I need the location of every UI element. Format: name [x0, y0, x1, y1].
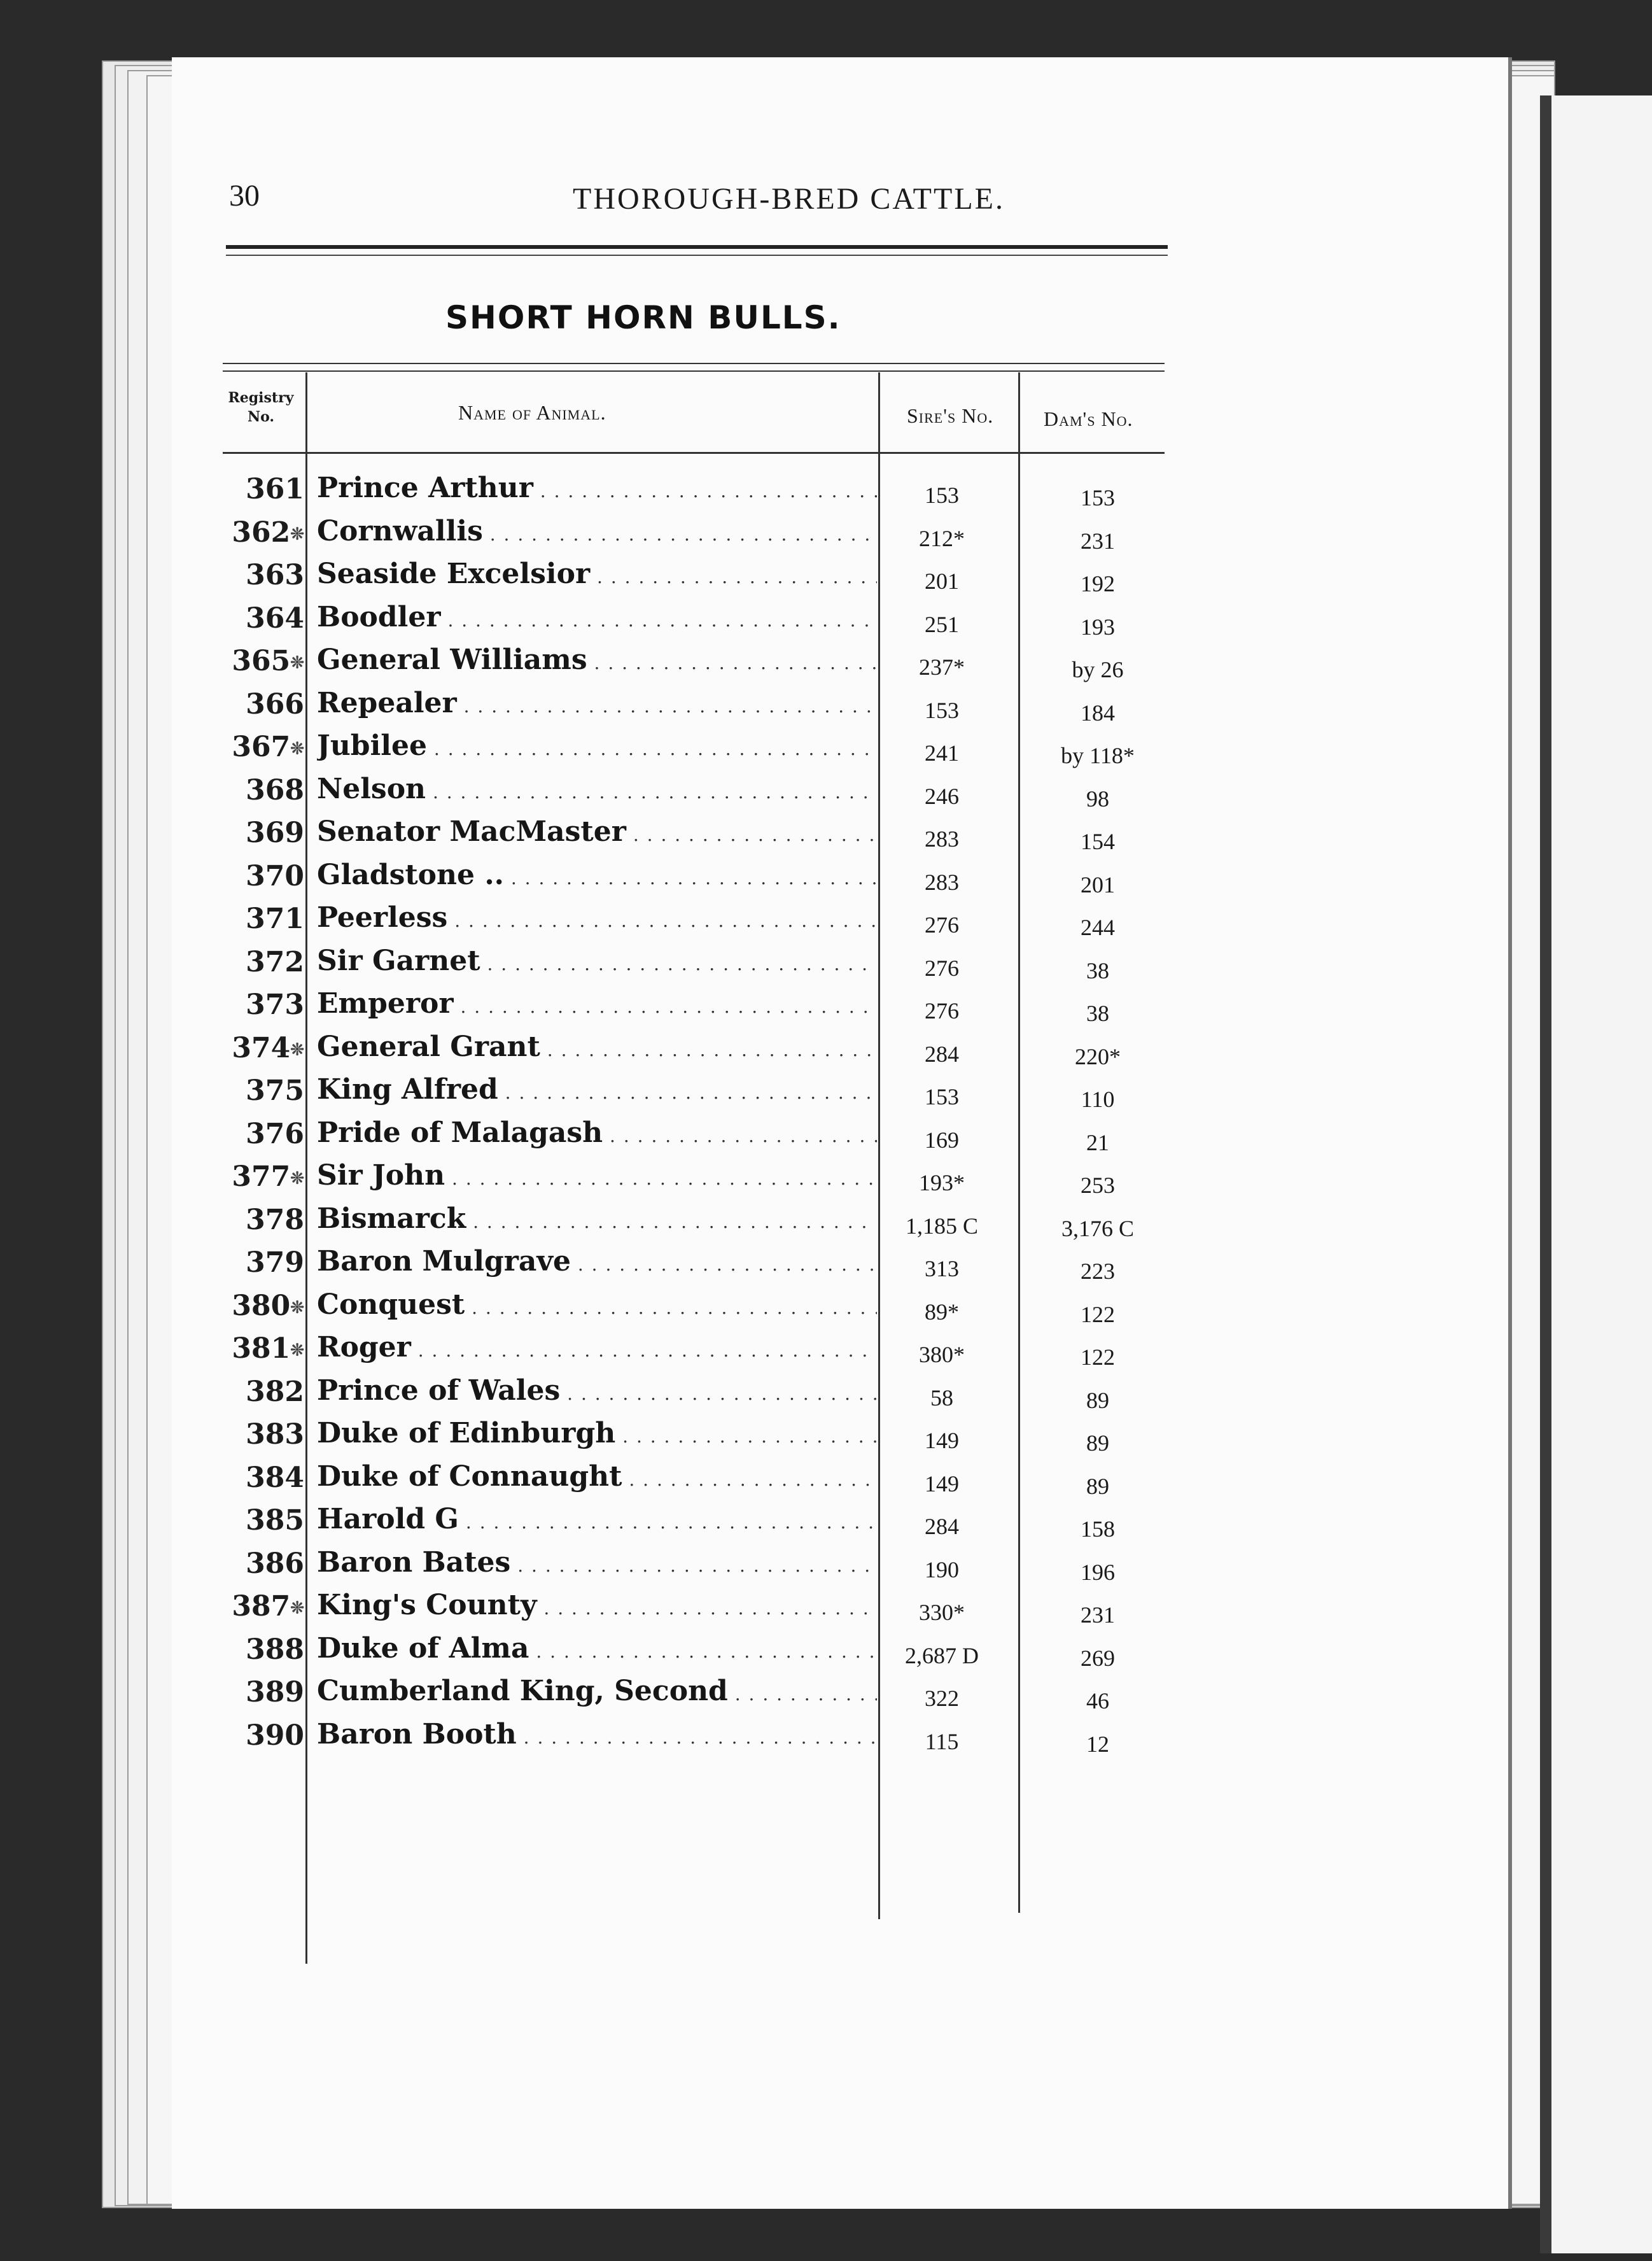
table-row: [229, 511, 1184, 554]
table-row: [229, 1413, 1184, 1456]
animal-name: Cornwallis . . .: [317, 515, 877, 547]
sire-number: 284: [925, 1041, 959, 1067]
registry-number: [229, 1376, 304, 1408]
animal-name: Repealer . . .: [317, 687, 877, 719]
animal-name: Nelson . . .: [317, 773, 877, 805]
sire-number: 2,687 D: [905, 1642, 979, 1668]
registry-number: [229, 1118, 304, 1150]
dam-number: 89: [1086, 1473, 1109, 1499]
sire-number: 283: [925, 869, 959, 895]
table-row: [229, 769, 1184, 812]
table-row: [229, 1456, 1184, 1500]
registry-number: [229, 989, 304, 1021]
dam-number: 269: [1081, 1645, 1115, 1671]
header-rule-thin: [226, 255, 1168, 256]
registry-number-value: 382: [246, 1375, 304, 1408]
animal-name: Peerless . . .: [317, 901, 877, 934]
registry-number-value: 368: [246, 773, 304, 806]
registry-number-value: 383: [246, 1418, 304, 1451]
table-row: [229, 1327, 1184, 1370]
registry-number-value: 377: [232, 1160, 291, 1193]
animal-name: Senator MacMaster . . .: [317, 815, 877, 848]
bull-register-table: [229, 468, 1184, 1757]
sire-number: 246: [925, 783, 959, 809]
column-header-sire: Sire's No.: [907, 404, 994, 427]
animal-name: Duke of Connaught . . .: [317, 1460, 877, 1493]
registry-number-value: 385: [246, 1504, 304, 1537]
registry-number-value: 378: [246, 1203, 304, 1236]
sire-number: 237*: [919, 654, 965, 680]
registry-number-value: 361: [246, 473, 304, 505]
table-row: [229, 683, 1184, 726]
dam-number: 201: [1081, 871, 1115, 898]
dam-number: 153: [1081, 485, 1115, 511]
dam-number: 220*: [1075, 1043, 1121, 1069]
sire-number: 251: [925, 611, 959, 637]
sire-number: 89*: [925, 1299, 959, 1325]
registry-number-value: 388: [246, 1633, 304, 1666]
table-row: [229, 1069, 1184, 1113]
registry-number: [229, 1290, 304, 1322]
registry-number-value: 373: [246, 989, 304, 1021]
animal-name: Baron Mulgrave . . .: [317, 1245, 877, 1278]
table-row: [229, 1499, 1184, 1542]
dam-number: 89: [1086, 1430, 1109, 1456]
table-row: [229, 855, 1184, 898]
table-row: [229, 983, 1184, 1027]
sire-number: 276: [925, 955, 959, 981]
registry-number: [229, 1676, 304, 1708]
registry-number: [229, 1332, 304, 1365]
dam-number: 192: [1081, 571, 1115, 596]
registry-number-value: 374: [232, 1031, 291, 1064]
registry-number-value: 384: [246, 1461, 304, 1494]
dam-number: by 26: [1072, 657, 1124, 682]
sire-number: 1,185 C: [905, 1213, 978, 1239]
table-row: [229, 726, 1184, 769]
sire-number: 190: [925, 1556, 959, 1582]
registry-number-value: 364: [246, 602, 304, 635]
animal-name: Seaside Excelsior . . .: [317, 558, 877, 590]
registry-number-value: 389: [246, 1676, 304, 1708]
column-header-name: Name of Animal.: [458, 401, 606, 424]
column-header-registry: [223, 388, 299, 426]
registry-number-value: 369: [246, 817, 304, 849]
table-row: [229, 554, 1184, 597]
table-row: [229, 640, 1184, 683]
registry-number: [229, 1633, 304, 1666]
sire-number: 380*: [919, 1342, 965, 1367]
table-row: [229, 1585, 1184, 1628]
registry-number: [229, 774, 304, 806]
animal-name: Pride of Malagash . . .: [317, 1116, 877, 1149]
animal-name: Duke of Alma . . .: [317, 1632, 877, 1665]
registry-number-value: 370: [246, 859, 304, 892]
imported-mark-icon: ❊: [290, 1341, 304, 1360]
imported-mark-icon: ❊: [290, 525, 304, 544]
registry-number-value: 390: [246, 1719, 304, 1752]
dam-number: 110: [1081, 1087, 1115, 1112]
sire-number: 193*: [919, 1170, 965, 1195]
dam-number: 12: [1086, 1731, 1109, 1757]
registry-number: [229, 731, 304, 763]
animal-name: Roger . . .: [317, 1331, 877, 1363]
imported-mark-icon: ❊: [290, 1298, 304, 1317]
dam-number: 122: [1081, 1301, 1115, 1327]
table-row: [229, 1542, 1184, 1586]
dam-number: 122: [1081, 1344, 1115, 1370]
registry-number-value: 380: [232, 1289, 291, 1322]
registry-number: [229, 602, 304, 635]
sire-number: 149: [925, 1470, 959, 1497]
registry-number: [229, 1074, 304, 1107]
dam-number: 244: [1081, 915, 1115, 940]
registry-number-value: 375: [246, 1074, 304, 1107]
dam-number: 196: [1081, 1559, 1115, 1585]
header-rule: [226, 245, 1168, 249]
sire-number: 153: [925, 697, 959, 723]
registry-number-value: 365: [232, 645, 291, 677]
table-row: [229, 1285, 1184, 1328]
registry-number: [229, 645, 304, 677]
dam-number: 253: [1081, 1173, 1115, 1198]
dam-number: 193: [1081, 614, 1115, 640]
sire-number: 283: [925, 826, 959, 852]
registry-number-value: 379: [246, 1246, 304, 1279]
registry-number-value: 367: [232, 731, 291, 763]
registry-number-value: 386: [246, 1547, 304, 1580]
registry-number: [229, 516, 304, 549]
sire-number: 115: [925, 1728, 959, 1754]
table-header-rule: [223, 452, 1165, 454]
animal-name: Bismarck . . .: [317, 1202, 877, 1235]
table-row: [229, 1241, 1184, 1285]
sire-number: 169: [925, 1127, 959, 1153]
animal-name: Harold G . . .: [317, 1503, 877, 1535]
registry-number: [229, 903, 304, 935]
table-row: [229, 1199, 1184, 1242]
sire-number: 149: [925, 1428, 959, 1453]
sire-number: 284: [925, 1514, 959, 1539]
registry-number: [229, 559, 304, 591]
registry-number-value: 387: [232, 1590, 291, 1623]
section-title: SHORT HORN BULLS.: [445, 299, 841, 336]
registry-number: [229, 473, 304, 505]
column-header-registry-line1: Registry: [228, 390, 294, 406]
animal-name: Conquest . . .: [317, 1288, 877, 1321]
table-top-rule-inner: [223, 370, 1165, 372]
dam-number: 184: [1081, 700, 1115, 726]
table-row: [229, 468, 1184, 511]
registry-number: [229, 1160, 304, 1193]
registry-number: [229, 946, 304, 978]
animal-name: Jubilee . . .: [317, 729, 877, 762]
registry-number: [229, 1032, 304, 1064]
registry-number: [229, 1462, 304, 1494]
table-row: [229, 1113, 1184, 1156]
registry-number-value: 376: [246, 1117, 304, 1150]
registry-number: [229, 1418, 304, 1451]
table-row: [229, 898, 1184, 941]
sire-number: 241: [925, 740, 959, 766]
dam-number: 223: [1081, 1258, 1115, 1284]
dam-number: 46: [1086, 1688, 1109, 1714]
page-number: 30: [229, 179, 260, 213]
animal-name: Boodler . . .: [317, 601, 877, 633]
column-header-registry-line2: No.: [247, 409, 275, 425]
imported-mark-icon: ❊: [290, 1040, 304, 1059]
table-row: [229, 1714, 1184, 1757]
animal-name: King's County . . .: [317, 1589, 877, 1621]
registry-number: [229, 688, 304, 721]
imported-mark-icon: ❊: [290, 739, 304, 759]
animal-name: Gladstone .. . . .: [317, 859, 877, 891]
registry-number: [229, 1719, 304, 1752]
sire-number: 313: [925, 1256, 959, 1281]
registry-number-value: 366: [246, 687, 304, 721]
imported-mark-icon: ❊: [290, 1598, 304, 1618]
registry-number: [229, 860, 304, 892]
registry-number-value: 371: [246, 903, 304, 935]
registry-number: [229, 1204, 304, 1236]
registry-number-value: 372: [246, 945, 304, 978]
table-row: [229, 597, 1184, 640]
table-row: [229, 1671, 1184, 1714]
sire-number: 153: [925, 1084, 959, 1109]
animal-name: Emperor . . .: [317, 987, 877, 1020]
registry-number: [229, 817, 304, 849]
dam-number: 154: [1081, 829, 1115, 854]
imported-mark-icon: ❊: [290, 653, 304, 673]
sire-number: 322: [925, 1686, 959, 1711]
animal-name: General Grant . . .: [317, 1031, 877, 1063]
sire-number: 212*: [919, 525, 965, 551]
dam-number: 38: [1086, 957, 1109, 983]
running-title: THOROUGH-BRED CATTLE.: [573, 182, 1005, 216]
registry-number: [229, 1246, 304, 1279]
dam-number: 98: [1086, 785, 1109, 812]
animal-name: Sir Garnet . . .: [317, 945, 877, 977]
table-row: [229, 1027, 1184, 1070]
dam-number: 3,176 C: [1061, 1215, 1134, 1241]
registry-number-value: 363: [246, 559, 304, 591]
table-row: [229, 1628, 1184, 1672]
animal-name: King Alfred . . .: [317, 1073, 877, 1106]
dam-number: 231: [1081, 528, 1115, 554]
animal-name: Duke of Edinburgh . . .: [317, 1417, 877, 1449]
registry-number-value: 381: [232, 1332, 291, 1365]
dam-number: 231: [1081, 1602, 1115, 1628]
dam-number: 21: [1086, 1129, 1109, 1155]
registry-number: [229, 1590, 304, 1623]
table-row: [229, 812, 1184, 855]
table-row: [229, 941, 1184, 984]
animal-name: Cumberland King, Second . . .: [317, 1675, 877, 1707]
dam-number: 38: [1086, 1001, 1109, 1026]
animal-name: Sir John . . .: [317, 1159, 877, 1192]
sire-number: 330*: [919, 1600, 965, 1625]
sire-number: 276: [925, 998, 959, 1024]
sire-number: 58: [930, 1384, 953, 1411]
table-row: [229, 1370, 1184, 1414]
animal-name: Prince Arthur . . .: [317, 472, 877, 504]
table-row: [229, 1155, 1184, 1199]
table-top-rule: [223, 363, 1165, 364]
facing-page-edge: [1540, 95, 1652, 2253]
registry-number-value: 362: [232, 516, 291, 549]
dam-number: 89: [1086, 1387, 1109, 1413]
column-header-dam: Dam's No.: [1044, 407, 1133, 430]
animal-name: Baron Booth . . .: [317, 1718, 877, 1750]
registry-number: [229, 1547, 304, 1580]
registry-number: [229, 1504, 304, 1537]
animal-name: Baron Bates . . .: [317, 1546, 877, 1579]
dam-number: 158: [1081, 1516, 1115, 1542]
animal-name: Prince of Wales . . .: [317, 1374, 877, 1407]
sire-number: 153: [925, 482, 959, 508]
animal-name: General Williams . . .: [317, 644, 877, 676]
sire-number: 201: [925, 568, 959, 594]
sire-number: 276: [925, 912, 959, 938]
imported-mark-icon: ❊: [290, 1169, 304, 1188]
dam-number: by 118*: [1061, 743, 1135, 768]
